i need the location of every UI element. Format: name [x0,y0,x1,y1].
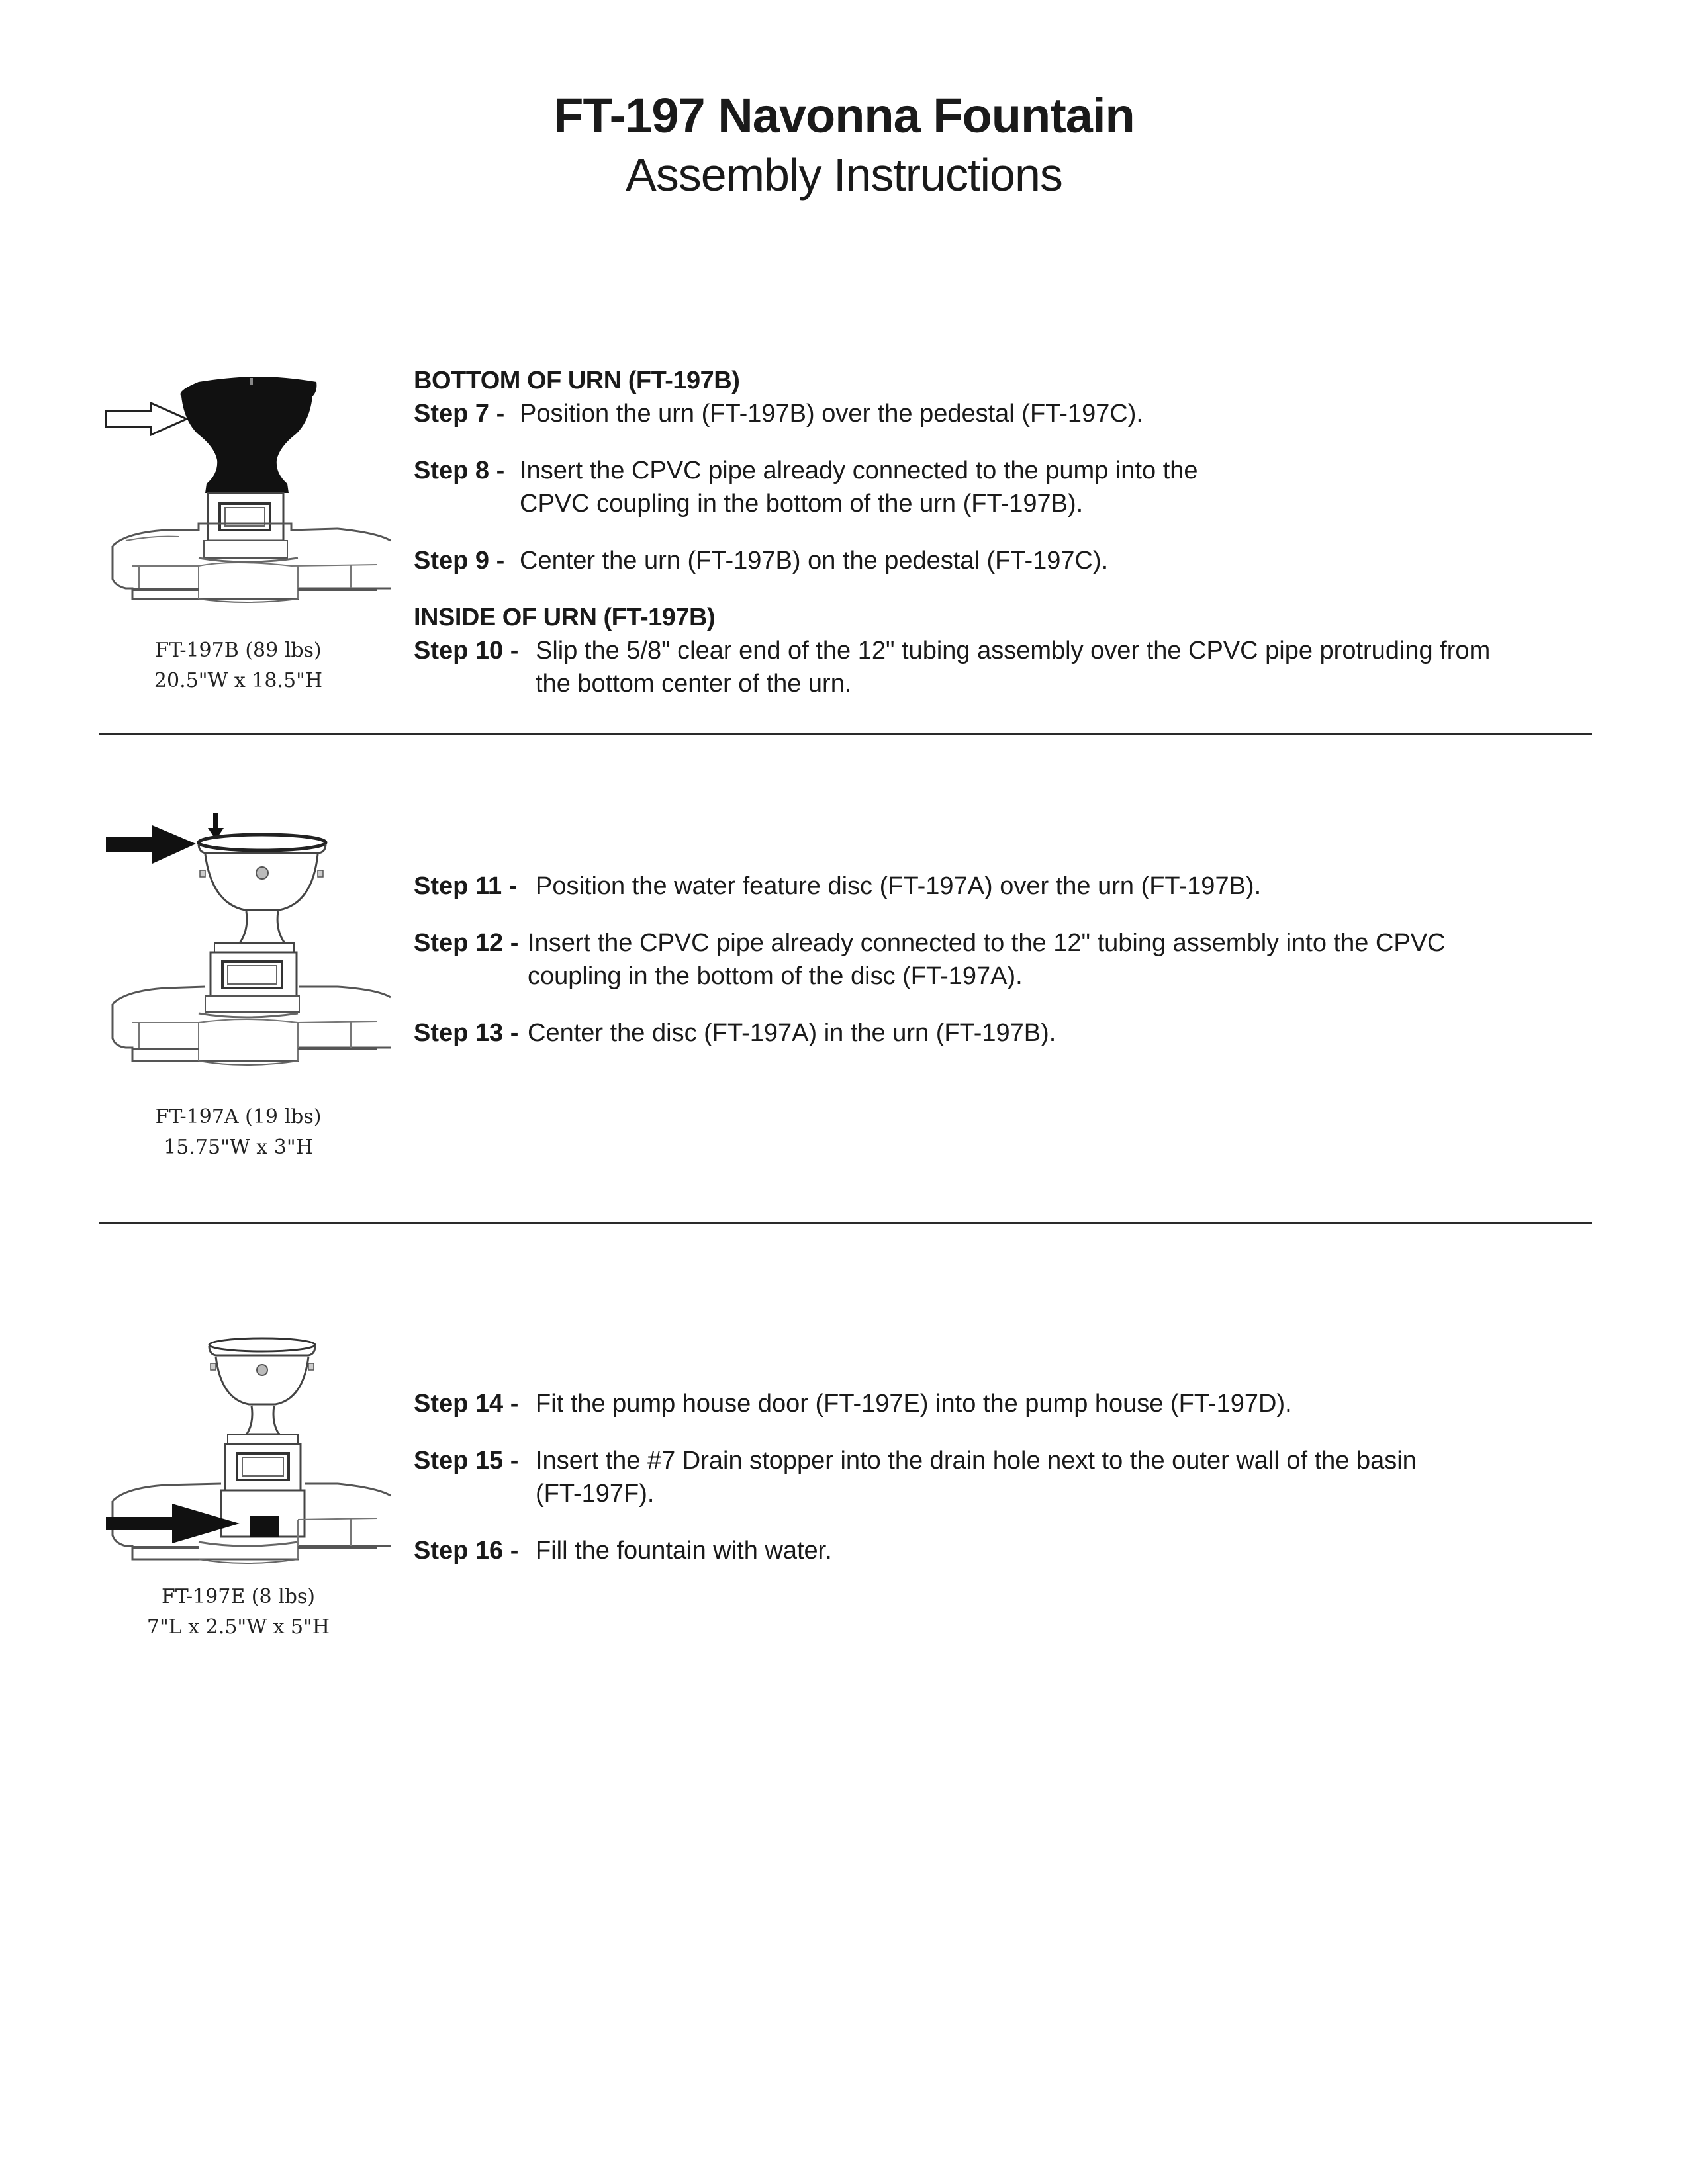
step-text-continued: the bottom center of the urn. [536,670,852,698]
step-text: Insert the #7 Drain stopper into the drain hole next to the outer wall of the basin [536,1447,1417,1475]
step-9 [414,544,1605,577]
section-divider [99,1222,1592,1224]
step-8 [414,454,1605,520]
document-subtitle: Assembly Instructions [626,149,1062,201]
step-label: Step 10 - [414,637,519,664]
step-label: Step 14 - [414,1390,519,1418]
step-text-continued: (FT-197F). [536,1480,655,1508]
step-15 [414,1444,1605,1510]
step-label: Step 15 - [414,1447,519,1475]
part-caption [99,1102,377,1163]
step-label: Step 7 - [414,400,505,428]
step-label: Step 11 - [414,872,518,900]
section-divider [99,733,1592,735]
fountain-disc-icon [99,811,391,1069]
step-11 [414,870,1605,903]
step-label: Step 8 - [414,457,505,484]
step-10 [414,634,1605,700]
step-16 [414,1534,1605,1567]
part-id-weight: FT-197B (89 lbs) [155,639,322,662]
step-text: Center the disc (FT-197A) in the urn (FT-197B). [528,1019,1056,1047]
fountain-pump-door-icon [99,1317,391,1569]
part-dimensions: 7"L x 2.5"W x 5"H [146,1615,330,1639]
step-text-continued: CPVC coupling in the bottom of the urn (FT-197B). [520,490,1084,518]
step-12 [414,927,1605,993]
part-caption [99,635,377,696]
step-14 [414,1387,1605,1420]
step-text: Position the water feature disc (FT-197A) over the urn (FT-197B). [536,872,1262,900]
document-header [0,86,1688,204]
part-id-weight: FT-197E (8 lbs) [161,1585,316,1608]
step-label: Step 16 - [414,1537,519,1565]
step-text-continued: coupling in the bottom of the disc (FT-197A). [528,962,1023,990]
step-13 [414,1017,1605,1050]
step-text: Fit the pump house door (FT-197E) into the pump house (FT-197D). [536,1390,1292,1418]
instructions-urn [414,364,1605,700]
step-label: Step 9 - [414,547,505,574]
step-text: Slip the 5/8" clear end of the 12" tubing assembly over the CPVC pipe protruding from [536,637,1491,664]
part-caption [99,1582,377,1643]
step-text: Position the urn (FT-197B) over the pedestal (FT-197C). [520,400,1143,428]
instructions-disc [414,870,1605,1050]
fountain-urn-highlighted-icon [99,367,391,606]
step-label: Step 12 - [414,929,519,957]
step-text: Insert the CPVC pipe already connected to the 12" tubing assembly into the CPVC [528,929,1446,957]
part-id-weight: FT-197A (19 lbs) [155,1105,322,1128]
part-dimensions: 15.75"W x 3"H [164,1136,313,1159]
step-label: Step 13 - [414,1019,519,1047]
step-text: Center the urn (FT-197B) on the pedestal (FT-197C). [520,547,1109,574]
part-dimensions: 20.5"W x 18.5"H [154,669,323,692]
group-heading-bottom-of-urn: BOTTOM OF URN (FT-197B) [414,367,740,394]
document-title: FT-197 Navonna Fountain [553,88,1135,143]
step-text: Fill the fountain with water. [536,1537,832,1565]
instructions-pump-door [414,1387,1605,1567]
step-7 [414,397,1605,430]
step-text: Insert the CPVC pipe already connected to the pump into the [520,457,1198,484]
group-heading-inside-of-urn: INSIDE OF URN (FT-197B) [414,604,716,631]
